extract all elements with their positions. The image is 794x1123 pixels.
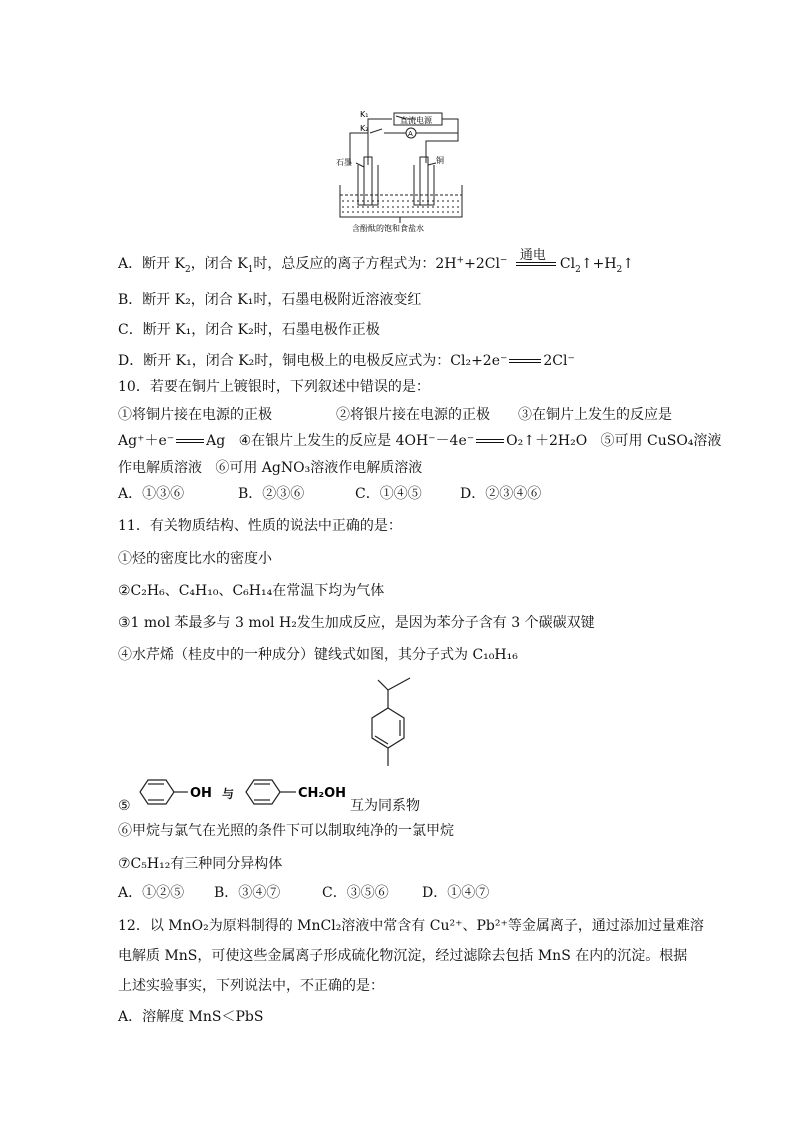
benzyl-ch2oh: CH₂OH [298,786,347,801]
q9-option-a: A．断开 $K_2$，闭合 $K_1$时，总反应的离子方程式为：2H++2Cl− 通电 $Cl_2↑+H_2↑$ [118,248,634,275]
q9-option-d: D．断开 K₁，闭合 K₂时，铜电极上的电极反应式为：Cl₂+2e⁻ 2Cl⁻ [118,353,575,369]
q11-stem: 11．有关物质结构、性质的说法中正确的是： [118,518,402,534]
electrolysis-arrow: 通电 [516,262,556,266]
q12-line-1: 12．以 MnO₂为原料制得的 MnCl₂溶液中常含有 Cu²⁺、Pb²⁺等金属离子，通过添加过量难溶 [118,918,704,934]
q10-statements-1: ①将铜片接在电源的正极 ②将银片接在电源的正极 ③在铜片上发生的反应是 [118,407,672,423]
phellandrene-structure [364,674,424,770]
q10-options: A．①③⑥ B．②③⑥ C．①④⑤ D．②③④⑥ [118,486,542,502]
benzyl-alcohol-structure [240,774,348,810]
phenol-oh: OH [190,786,212,801]
q11-s5: ⑤ [118,798,131,814]
power-label: 直流电源 [400,116,432,125]
phenol-structure [134,774,224,810]
q12-line-3: 上述实验事实，下列说法中，不正确的是： [118,978,384,994]
q12-option-a: A．溶解度 MnS＜PbS [118,1009,264,1025]
q9-option-b: B．断开 K₂，闭合 K₁时，石墨电极附近溶液变红 [118,292,422,308]
k1-label: K₁ [360,110,369,119]
q11-s1: ①烃的密度比水的密度小 [118,551,272,567]
q10-stem: 10．若要在铜片上镀银时，下列叙述中错误的是： [118,379,430,395]
q11-s3: ③1 mol 苯最多与 3 mol H₂发生加成反应，是因为苯分子含有 3 个碳碳双键 [118,615,595,631]
q11-s7: ⑦C₅H₁₂有三种同分异构体 [118,856,283,872]
q10-statements-3: 作电解质溶液 ⑥可用 AgNO₃溶液作电解质溶液 [118,460,423,476]
ammeter-label: A [408,130,413,138]
solution-label: 含酚酞的饱和食盐水 [352,224,424,233]
q11-options: A．①②⑤ B．③④⑦ C．③⑤⑥ D．①④⑦ [118,885,490,901]
electrolysis-diagram [330,105,470,240]
q11-s2: ②C₂H₆、C₄H₁₀、C₆H₁₄在常温下均为气体 [118,583,385,599]
copper-label: 铜 [436,156,444,165]
q11-s4: ④水芹烯（桂皮中的一种成分）键线式如图，其分子式为 C₁₀H₁₆ [118,647,518,663]
homolog-text: 互为同系物 [350,798,420,814]
q10-statements-2: Ag⁺＋e⁻ Ag ④在银片上发生的反应是 4OH⁻－4e⁻ O₂↑＋2H₂O ⑤可用 CuSO₄溶液 [118,433,722,449]
with-label: 与 [222,787,235,801]
q9-option-c: C．断开 K₁，闭合 K₂时，石墨电极作正极 [118,322,380,338]
q11-s6: ⑥甲烷与氯气在光照的条件下可以制取纯净的一氯甲烷 [118,823,454,839]
graphite-label: 石墨 [336,158,352,167]
k2-label: K₂ [360,124,369,133]
q12-line-2: 电解质 MnS，可使这些金属离子形成硫化物沉淀，经过滤除去包括 MnS 在内的沉淀。根据 [118,948,688,964]
